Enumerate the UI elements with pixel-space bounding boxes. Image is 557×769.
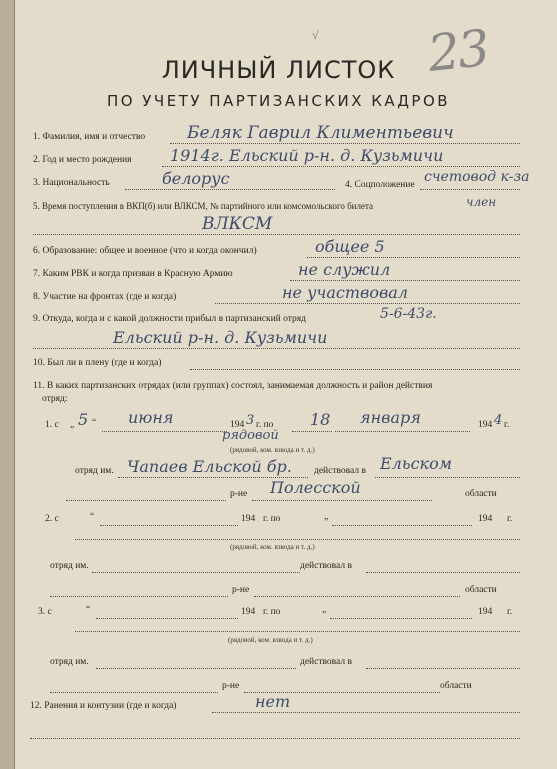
unit-1-to-day: 18 xyxy=(310,410,331,429)
year-prefix: 194 xyxy=(478,607,493,617)
field-line xyxy=(100,525,238,526)
unit-label: отряд им. xyxy=(50,657,89,667)
field-value-social: счетовод к-за xyxy=(424,169,530,185)
year-prefix: 194 xyxy=(478,420,493,430)
quote-close: “ xyxy=(92,418,97,428)
field-line xyxy=(420,189,520,190)
field-line xyxy=(33,234,520,235)
field-line xyxy=(66,500,226,501)
field-line xyxy=(190,369,520,370)
unit-1-acted: Ельском xyxy=(380,454,452,473)
unit-1-number: 1. с xyxy=(45,420,59,430)
field-label-education: 6. Образование: общее и военное (что и когда окончил) xyxy=(33,246,257,256)
field-line xyxy=(75,631,520,632)
position-hint: (рядовой, ком. взвода и т. д.) xyxy=(230,446,315,454)
field-label-captivity: 10. Был ли в плену (где и когда) xyxy=(33,358,162,368)
field-value-conscription: не служил xyxy=(298,260,391,279)
field-line xyxy=(292,431,332,432)
field-line xyxy=(96,618,238,619)
region-label: области xyxy=(465,585,497,595)
field-line xyxy=(162,166,520,167)
year-suffix: г. xyxy=(504,420,510,430)
unit-1-name: Чапаев Ельской бр. xyxy=(127,457,292,476)
position-hint: (рядовой, ком. взвода и т. д.) xyxy=(230,543,315,551)
quote-close: “ xyxy=(86,605,91,615)
field-line xyxy=(212,712,520,713)
region-label: области xyxy=(440,681,472,691)
document-title: ЛИЧНЫЙ ЛИСТОК xyxy=(161,56,396,84)
unit-1-position: рядовой xyxy=(222,428,279,443)
unit-3-number: 3. с xyxy=(38,607,52,617)
field-value-party-a: член xyxy=(466,195,497,209)
field-label-units: 11. В каких партизанских отрядах (или группах) состоял, занимаемая должность и район действия xyxy=(33,381,433,391)
district-label: р-не xyxy=(222,681,240,691)
field-label-name: 1. Фамилия, имя и отчество xyxy=(33,132,146,142)
quote-close: “ xyxy=(90,512,95,522)
district-label: р-не xyxy=(230,489,248,499)
field-value-nationality: белорус xyxy=(162,169,230,188)
region-label: области xyxy=(465,489,497,499)
field-label-nationality: 3. Национальность xyxy=(33,178,110,188)
year-to-label: г. по xyxy=(263,514,281,524)
year-prefix: 194 xyxy=(478,514,493,524)
field-value-party-b: ВЛКСМ xyxy=(202,214,273,234)
field-value-education: общее 5 xyxy=(315,237,385,256)
field-value-fronts: не участвовал xyxy=(282,283,408,302)
field-line xyxy=(30,738,520,739)
binding-edge xyxy=(0,0,14,769)
quote-open: „ xyxy=(70,420,75,430)
field-line xyxy=(290,280,520,281)
field-label-party: 5. Время поступления в ВКП(б) или ВЛКСМ, № партийного или комсомольского билета xyxy=(33,201,373,211)
quote-open: „ xyxy=(322,605,327,615)
field-line xyxy=(33,348,520,349)
acted-label: действовал в xyxy=(300,561,352,571)
unit-1-from-year: 3 xyxy=(246,413,255,428)
field-line xyxy=(215,303,520,304)
field-line xyxy=(75,539,520,540)
document-subtitle: ПО УЧЕТУ ПАРТИЗАНСКИХ КАДРОВ xyxy=(106,92,451,110)
unit-1-district: Полесской xyxy=(270,478,361,497)
field-label-wounds: 12. Ранения и контузии (где и когда) xyxy=(30,701,177,711)
field-line xyxy=(50,596,228,597)
district-label: р-не xyxy=(232,585,250,595)
year-prefix: 194 xyxy=(230,420,245,430)
unit-label: отряд им. xyxy=(50,561,89,571)
field-line xyxy=(330,618,472,619)
year-to-label: г. по xyxy=(256,420,274,430)
field-line xyxy=(92,572,300,573)
field-line xyxy=(102,431,227,432)
sheet-number: 23 xyxy=(425,19,491,83)
field-value-birth: 1914г. Ельский р-н. д. Кузьмичи xyxy=(170,146,444,165)
year-suffix: г. xyxy=(507,514,513,524)
field-line xyxy=(307,257,520,258)
quote-open: „ xyxy=(324,512,329,522)
field-line xyxy=(252,500,432,501)
field-value-arrival-a: 5-6-43г. xyxy=(380,306,437,322)
year-prefix: 194 xyxy=(241,514,256,524)
acted-label: действовал в xyxy=(300,657,352,667)
field-label-conscription: 7. Каким РВК и когда призван в Красную Армию xyxy=(33,269,233,279)
year-to-label: г. по xyxy=(263,607,281,617)
year-prefix: 194 xyxy=(241,607,256,617)
field-value-wounds: нет xyxy=(255,692,291,711)
unit-1-from-month: июня xyxy=(128,408,174,427)
field-line xyxy=(332,525,472,526)
unit-1-to-month: января xyxy=(360,408,421,427)
field-line xyxy=(254,596,460,597)
field-line xyxy=(335,431,470,432)
binding-edge-line xyxy=(14,0,15,769)
unit-1-to-year: 4 xyxy=(494,413,503,428)
check-mark: √ xyxy=(312,28,319,42)
year-suffix: г. xyxy=(507,607,513,617)
field-line xyxy=(96,668,296,669)
position-hint: (рядовой, ком. взвода и т. д.) xyxy=(228,636,313,644)
acted-label: действовал в xyxy=(314,466,366,476)
unit-label: отряд им. xyxy=(75,466,114,476)
field-label-arrival: 9. Откуда, когда и с какой должности прибыл в партизанский отряд xyxy=(33,314,306,324)
field-line xyxy=(170,143,520,144)
field-label-units-b: отряд: xyxy=(42,394,68,404)
field-label-social: 4. Соцположение xyxy=(345,180,415,190)
field-line xyxy=(366,668,520,669)
unit-1-from-day: 5 xyxy=(78,410,89,429)
field-line xyxy=(366,572,520,573)
unit-2-number: 2. с xyxy=(45,514,59,524)
field-line xyxy=(125,189,335,190)
field-label-birth: 2. Год и место рождения xyxy=(33,155,132,165)
field-line xyxy=(50,692,218,693)
field-value-arrival-b: Ельский р-н. д. Кузьмичи xyxy=(113,328,328,347)
field-line xyxy=(375,477,520,478)
field-label-fronts: 8. Участие на фронтах (где и когда) xyxy=(33,292,177,302)
field-value-name: Беляк Гаврил Климентьевич xyxy=(187,123,454,143)
